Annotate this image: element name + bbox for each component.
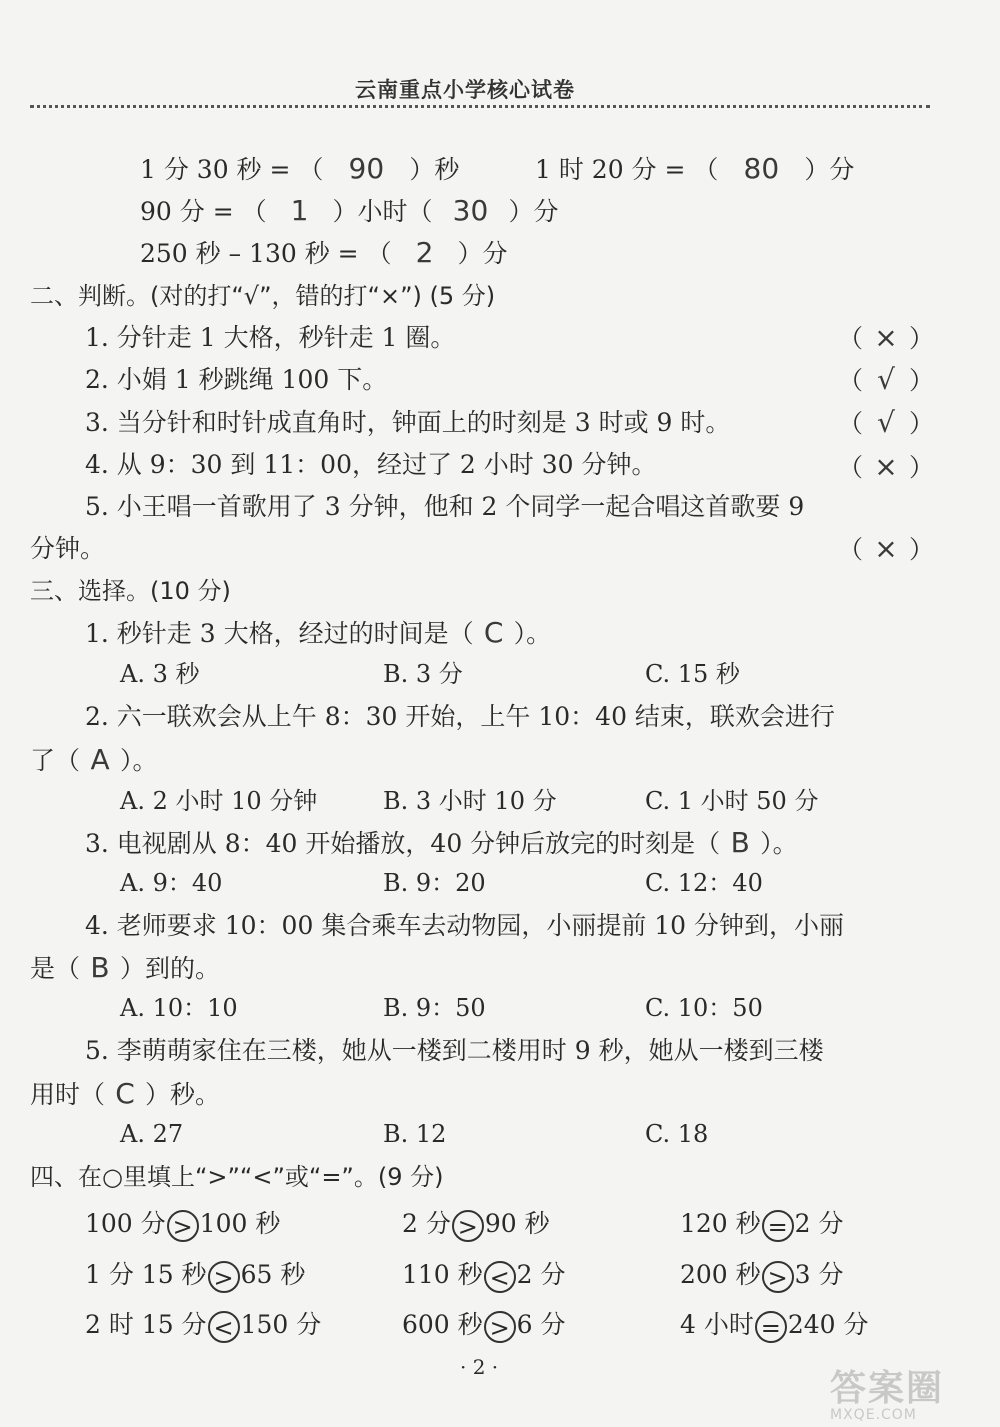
question-text: 用时（ — [30, 1080, 106, 1109]
question-text: ）。 — [760, 829, 798, 858]
compare-circle: < — [208, 1311, 240, 1343]
answer-value: 1 — [290, 194, 309, 227]
question-text: ）到的。 — [120, 954, 221, 983]
compare-r2-c3 — [680, 1258, 844, 1293]
compare-r3-c1 — [85, 1308, 321, 1343]
conv-text: ）秒 — [409, 155, 460, 184]
conv-row-3 — [140, 236, 508, 271]
compare-r2-c2 — [402, 1258, 566, 1293]
option-c: C. 1 小时 50 分 — [645, 787, 819, 815]
compare-circle: > — [484, 1311, 516, 1343]
question-text: ）。 — [513, 619, 552, 648]
choice-q2-cont — [30, 743, 158, 778]
question-text: 是（ — [30, 954, 81, 983]
compare-right: 2 分 — [516, 1260, 566, 1289]
option-b: B. 9：20 — [383, 869, 486, 897]
compare-left: 110 秒 — [402, 1260, 483, 1289]
answer-value: 90 — [348, 152, 385, 185]
compare-left: 600 秒 — [402, 1310, 483, 1339]
page-number: · 2 · — [460, 1355, 499, 1379]
answer-value: √ — [877, 406, 895, 439]
question-text: 了（ — [30, 746, 81, 775]
conv-text: ）小时（ — [332, 197, 433, 226]
compare-circle: = — [762, 1210, 794, 1242]
compare-left: 2 分 — [402, 1209, 451, 1238]
option-a: A. 9：40 — [120, 869, 223, 897]
section-3-title: 三、选择。(10 分) — [30, 577, 231, 605]
option-b: B. 12 — [383, 1120, 447, 1148]
question-text: ）。 — [120, 746, 158, 775]
option-c: C. 10：50 — [645, 994, 763, 1022]
choice-q5: 5. 李萌萌家住在三楼，她从一楼到二楼用时 9 秒，她从一楼到三楼 — [85, 1036, 824, 1065]
compare-circle: < — [484, 1261, 516, 1293]
compare-circle: > — [208, 1261, 240, 1293]
judge-item-4: 4. 从 9：30 到 11：00，经过了 2 小时 30 分钟。 — [85, 450, 657, 479]
conv-text: ）分 — [508, 197, 559, 226]
compare-left: 2 时 15 分 — [85, 1310, 207, 1339]
compare-left: 200 秒 — [680, 1260, 761, 1289]
conv-text: 1 分 30 秒 = （ — [140, 155, 324, 184]
option-a: A. 2 小时 10 分钟 — [120, 787, 318, 815]
answer-value: × — [874, 321, 898, 354]
compare-right: 6 分 — [516, 1310, 566, 1339]
answer-value: C — [483, 616, 504, 649]
answer-value: × — [874, 450, 898, 483]
header-dotted-rule — [30, 105, 930, 108]
compare-r3-c2 — [402, 1308, 566, 1343]
compare-left: 4 小时 — [680, 1310, 754, 1339]
conv-text: 250 秒 – 130 秒 = （ — [140, 239, 392, 268]
compare-r2-c1 — [85, 1258, 305, 1293]
conv-text: ）分 — [457, 239, 508, 268]
choice-q3 — [85, 826, 798, 861]
conv-text: ）分 — [804, 155, 855, 184]
compare-r1-c1 — [85, 1207, 280, 1242]
judge-item-1: 1. 分针走 1 大格，秒针走 1 圈。 — [85, 323, 456, 352]
compare-right: 90 秒 — [484, 1209, 550, 1238]
compare-r3-c3 — [680, 1308, 869, 1343]
choice-q5-cont — [30, 1077, 220, 1112]
option-a: A. 10：10 — [120, 994, 238, 1022]
answer-value: √ — [877, 363, 895, 396]
watermark-url: MXQE.COM — [830, 1407, 917, 1423]
option-a: A. 27 — [120, 1120, 184, 1148]
judge-item-5: 5. 小王唱一首歌用了 3 分钟，他和 2 个同学一起合唱这首歌要 9 — [85, 492, 805, 521]
option-c: C. 12：40 — [645, 869, 763, 897]
compare-r1-c2 — [402, 1207, 550, 1242]
judge-mark-3: （ √ ） — [838, 406, 935, 439]
page-header — [0, 70, 1000, 106]
conv-row-1b — [535, 152, 854, 187]
compare-r1-c3 — [680, 1207, 844, 1242]
answer-value: 80 — [743, 152, 780, 185]
question-text: 3. 电视剧从 8：40 开始播放，40 分钟后放完的时刻是（ — [85, 829, 721, 858]
option-a: A. 3 秒 — [120, 660, 200, 688]
option-b: B. 3 小时 10 分 — [383, 787, 557, 815]
answer-value: × — [874, 532, 898, 565]
compare-right: 2 分 — [794, 1209, 844, 1238]
answer-value: C — [115, 1077, 135, 1110]
option-b: B. 3 分 — [383, 660, 463, 688]
judge-mark-5: （ × ） — [838, 532, 935, 565]
answer-value: B — [730, 826, 750, 859]
answer-value: B — [90, 951, 110, 984]
compare-left: 1 分 15 秒 — [85, 1260, 207, 1289]
compare-right: 240 分 — [787, 1310, 869, 1339]
section-2-title: 二、判断。(对的打“√”，错的打“×”) (5 分) — [30, 282, 496, 310]
compare-right: 150 分 — [240, 1310, 322, 1339]
answer-value: A — [90, 743, 110, 776]
judge-item-5-cont: 分钟。 — [30, 534, 106, 563]
choice-q4: 4. 老师要求 10：00 集合乘车去动物园，小丽提前 10 分钟到，小丽 — [85, 911, 845, 940]
judge-item-3: 3. 当分针和时针成直角时，钟面上的时刻是 3 时或 9 时。 — [85, 408, 731, 437]
judge-item-2: 2. 小娟 1 秒跳绳 100 下。 — [85, 365, 388, 394]
answer-value: 2 — [415, 236, 434, 269]
question-text: ）秒。 — [145, 1080, 221, 1109]
option-c: C. 18 — [645, 1120, 709, 1148]
watermark-text: 答案圈 — [830, 1368, 945, 1409]
compare-circle: > — [167, 1210, 199, 1242]
judge-mark-2: （ √ ） — [838, 363, 935, 396]
compare-left: 100 分 — [85, 1209, 166, 1238]
question-text: 1. 秒针走 3 大格，经过的时间是（ — [85, 619, 474, 648]
section-4-title: 四、在○里填上“>”“<”或“=”。(9 分) — [30, 1163, 444, 1191]
compare-left: 120 秒 — [680, 1209, 761, 1238]
conv-row-2 — [140, 194, 558, 229]
conv-text: 1 时 20 分 = （ — [535, 155, 719, 184]
answer-value: 30 — [452, 194, 489, 227]
option-c: C. 15 秒 — [645, 660, 740, 688]
watermark-logo — [830, 1360, 1000, 1427]
compare-right: 100 秒 — [199, 1209, 281, 1238]
choice-q2: 2. 六一联欢会从上午 8：30 开始，上午 10：40 结束，联欢会进行 — [85, 702, 835, 731]
compare-right: 65 秒 — [240, 1260, 306, 1289]
choice-q4-cont — [30, 951, 220, 986]
compare-circle: > — [762, 1261, 794, 1293]
judge-mark-4: （ × ） — [838, 450, 935, 483]
compare-circle: > — [452, 1210, 484, 1242]
choice-q1 — [85, 616, 551, 651]
conv-text: 90 分 = （ — [140, 197, 267, 226]
judge-mark-1: （ × ） — [838, 321, 935, 354]
compare-circle: = — [755, 1311, 787, 1343]
option-b: B. 9：50 — [383, 994, 486, 1022]
header-title: 云南重点小学核心试卷 — [355, 78, 575, 102]
compare-right: 3 分 — [794, 1260, 844, 1289]
conv-row-1a — [140, 152, 459, 187]
